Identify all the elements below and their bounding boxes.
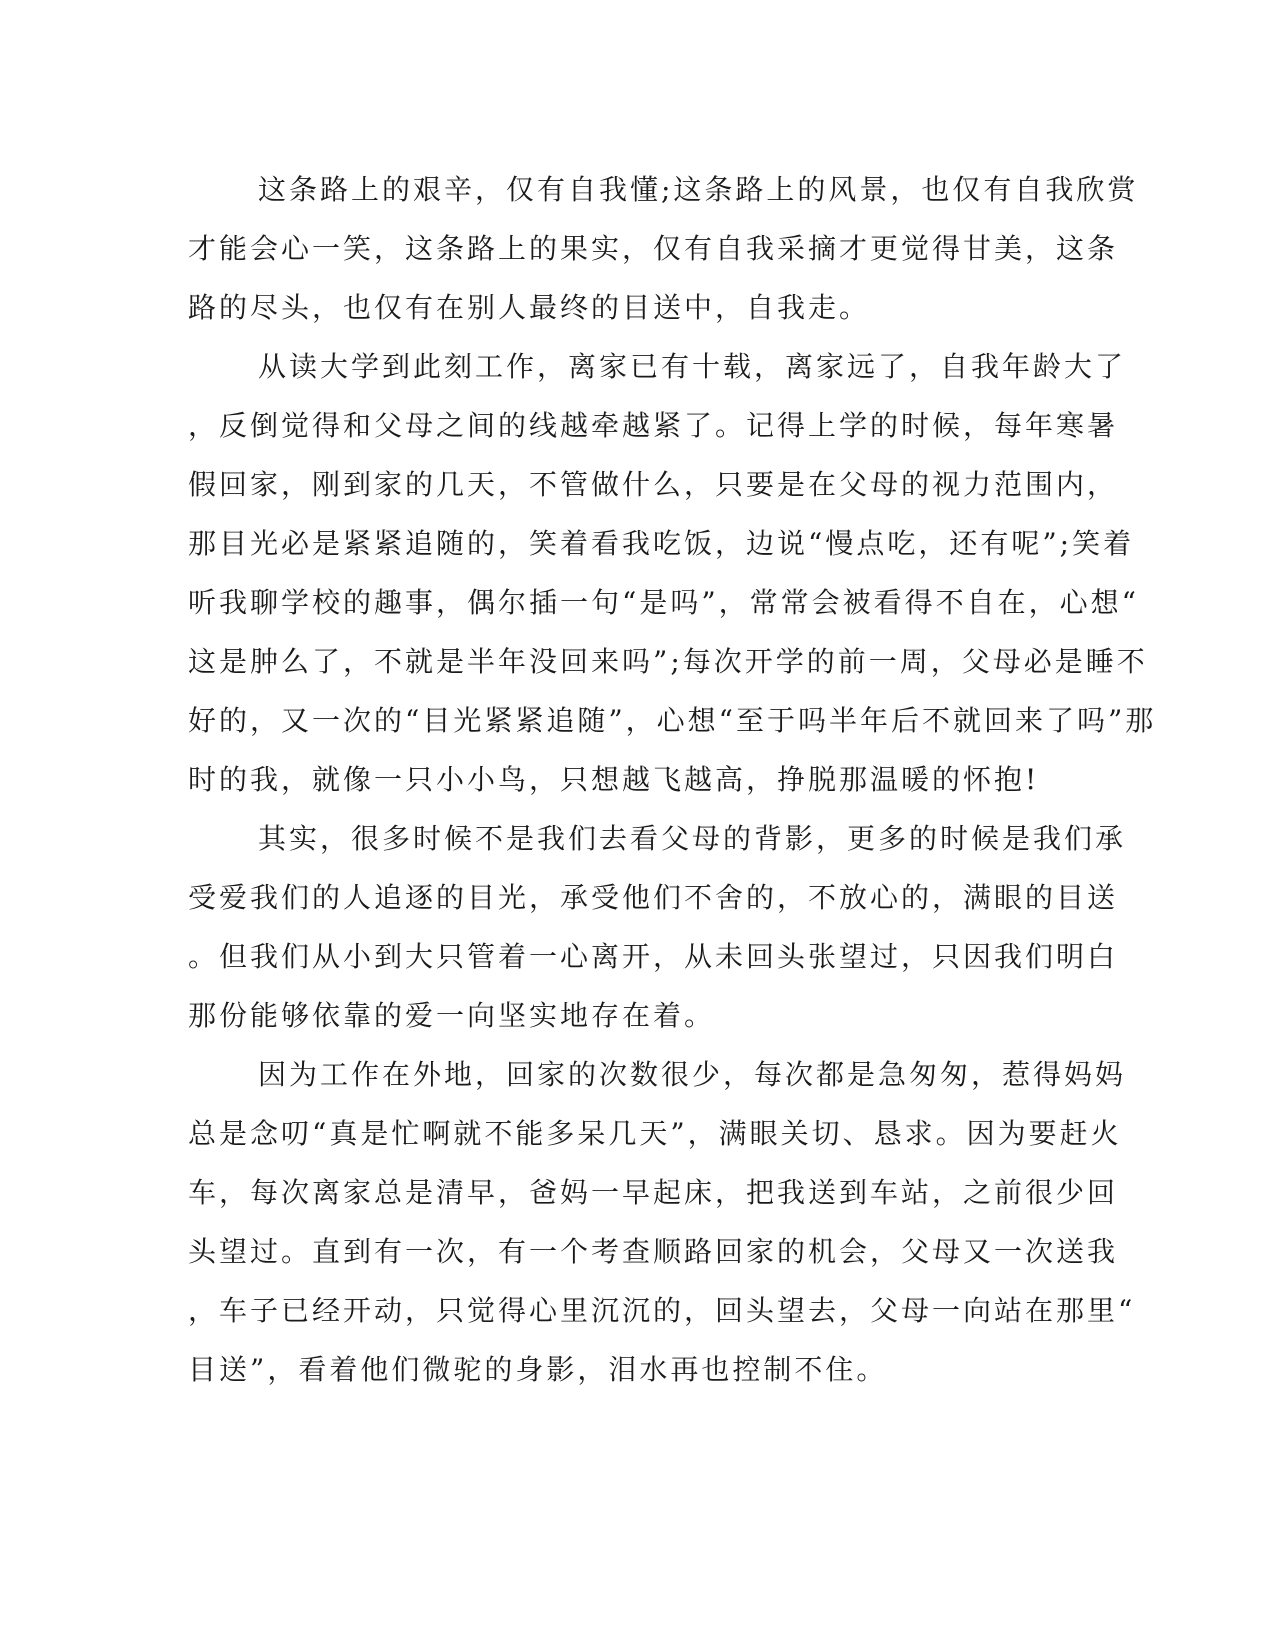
text-line: 目送”，看着他们微驼的身影，泪水再也控制不住。 <box>188 1353 888 1386</box>
text-line: 。但我们从小到大只管着一心离开，从未回头张望过，只因我们明白 <box>188 940 1119 973</box>
text-line: 好的，又一次的“目光紧紧追随”，心想“至于吗半年后不就回来了吗”那 <box>188 704 1157 737</box>
text-line: 假回家，刚到家的几天，不管做什么，只要是在父母的视力范围内， <box>188 468 1119 501</box>
text-line: 受爱我们的人追逐的目光，承受他们不舍的，不放心的，满眼的目送 <box>188 881 1119 914</box>
text-line: 其实，很多时候不是我们去看父母的背影，更多的时候是我们承 <box>258 822 1127 855</box>
text-line: ，车子已经开动，只觉得心里沉沉的，回头望去，父母一向站在那里“ <box>188 1294 1136 1327</box>
text-line: 那份能够依靠的爱一向坚实地存在着。 <box>188 999 716 1032</box>
text-line: 车，每次离家总是清早，爸妈一早起床，把我送到车站，之前很少回 <box>188 1176 1119 1209</box>
text-line: 时的我，就像一只小小鸟，只想越飞越高，挣脱那温暖的怀抱! <box>188 763 1040 796</box>
text-line: 因为工作在外地，回家的次数很少，每次都是急匆匆，惹得妈妈 <box>258 1058 1127 1091</box>
text-line: 听我聊学校的趣事，偶尔插一句“是吗”，常常会被看得不自在，心想“ <box>188 586 1139 619</box>
text-line: 这条路上的艰辛，仅有自我懂;这条路上的风景，也仅有自我欣赏 <box>258 173 1139 206</box>
text-line: ，反倒觉得和父母之间的线越牵越紧了。记得上学的时候，每年寒暑 <box>188 409 1119 442</box>
article-body <box>188 160 1157 1399</box>
text-line: 路的尽头，也仅有在别人最终的目送中，自我走。 <box>188 291 871 324</box>
text-line: 从读大学到此刻工作，离家已有十载，离家远了，自我年龄大了 <box>258 350 1127 383</box>
text-line: 这是肿么了，不就是半年没回来吗”;每次开学的前一周，父母必是睡不 <box>188 645 1148 678</box>
text-line: 那目光必是紧紧追随的，笑着看我吃饭，边说“慢点吃，还有呢”;笑着 <box>188 527 1135 560</box>
text-line: 才能会心一笑，这条路上的果实，仅有自我采摘才更觉得甘美，这条 <box>188 232 1119 265</box>
text-line: 总是念叨“真是忙啊就不能多呆几天”，满眼关切、恳求。因为要赶火 <box>188 1117 1122 1150</box>
text-line: 头望过。直到有一次，有一个考查顺路回家的机会，父母又一次送我 <box>188 1235 1119 1268</box>
